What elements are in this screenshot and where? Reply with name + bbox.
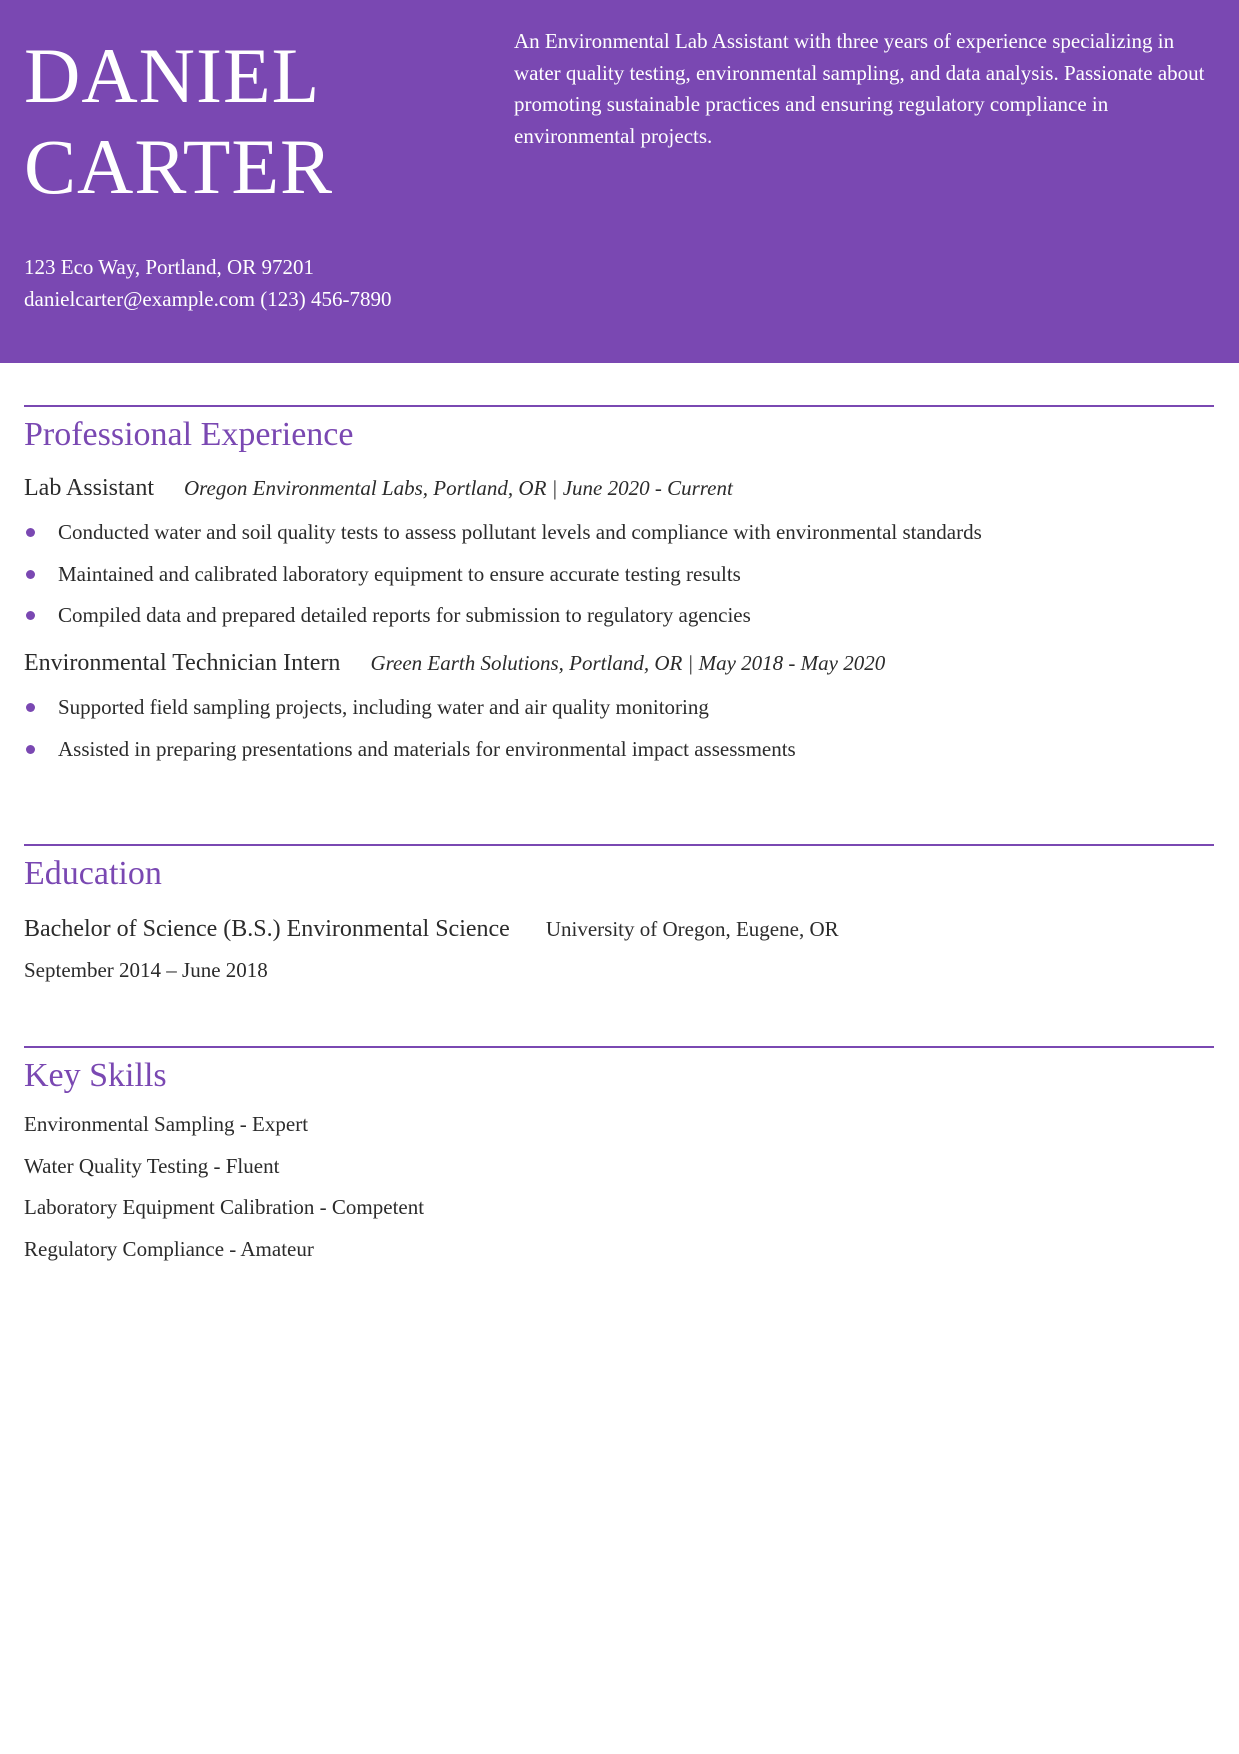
job-header xyxy=(24,648,1214,678)
bullet-icon xyxy=(26,570,35,579)
job-meta: Green Earth Solutions, Portland, OR | May 2018 - May 2020 xyxy=(370,651,886,675)
skill-item: Environmental Sampling - Expert xyxy=(24,1112,309,1136)
list-item xyxy=(24,692,1214,722)
bullet-text: Compiled data and prepared detailed reports for submission to regulatory agencies xyxy=(58,603,751,627)
list-item xyxy=(24,559,1214,589)
profile-summary: An Environmental Lab Assistant with three years of experience specializing in water quality testing, environmental sampling, and data analysis. Passionate about promoting sustainable practices and ensuring regulatory compliance in environmental projects. xyxy=(514,29,1205,148)
first-name: DANIEL xyxy=(24,32,321,119)
bullet-text: Conducted water and soil quality tests to assess pollutant levels and compliance with environmental standards xyxy=(58,520,982,544)
job-meta: Oregon Environmental Labs, Portland, OR | June 2020 - Current xyxy=(184,476,733,500)
section-divider xyxy=(24,844,1214,846)
job-entry xyxy=(24,473,1214,630)
bullet-icon xyxy=(26,745,35,754)
skills-section xyxy=(24,1046,1214,1275)
list-item xyxy=(24,734,1214,764)
bullet-text: Maintained and calibrated laboratory equipment to ensure accurate testing results xyxy=(58,561,741,586)
job-header xyxy=(24,473,1214,503)
section-title-education: Education xyxy=(24,855,162,892)
job-bullets xyxy=(24,692,1214,764)
bullet-text: Assisted in preparing presentations and materials for environmental impact assessments xyxy=(58,736,796,761)
section-title-experience: Professional Experience xyxy=(24,416,354,453)
list-item xyxy=(24,600,1214,630)
section-divider xyxy=(24,1046,1214,1048)
bullet-text: Supported field sampling projects, including water and air quality monitoring xyxy=(58,695,709,719)
bullet-icon xyxy=(26,528,35,537)
list-item xyxy=(24,517,1214,547)
job-bullets xyxy=(24,517,1214,630)
experience-section xyxy=(24,405,1214,775)
school: University of Oregon, Eugene, OR xyxy=(545,917,839,941)
email-phone: danielcarter@example.com (123) 456-7890 xyxy=(24,287,392,311)
job-title: Lab Assistant xyxy=(24,475,154,501)
contact-info xyxy=(24,251,391,315)
education-dates: September 2014 – June 2018 xyxy=(24,958,268,982)
address: 123 Eco Way, Portland, OR 97201 xyxy=(24,255,314,279)
education-header xyxy=(24,914,1214,944)
job-entry xyxy=(24,648,1214,764)
section-divider xyxy=(24,405,1214,407)
skill-item: Water Quality Testing - Fluent xyxy=(24,1153,280,1178)
job-title: Environmental Technician Intern xyxy=(24,650,341,676)
bullet-icon xyxy=(26,703,35,712)
last-name: CARTER xyxy=(24,123,334,210)
degree: Bachelor of Science (B.S.) Environmental Science xyxy=(24,916,510,942)
candidate-name xyxy=(24,30,333,212)
skill-item: Regulatory Compliance - Amateur xyxy=(24,1236,314,1261)
resume-header xyxy=(0,0,1239,363)
education-section xyxy=(24,844,1214,985)
section-title-skills: Key Skills xyxy=(24,1057,167,1094)
skill-item: Laboratory Equipment Calibration - Competent xyxy=(24,1195,425,1219)
bullet-icon xyxy=(26,611,35,620)
skills-list xyxy=(24,1109,1214,1264)
